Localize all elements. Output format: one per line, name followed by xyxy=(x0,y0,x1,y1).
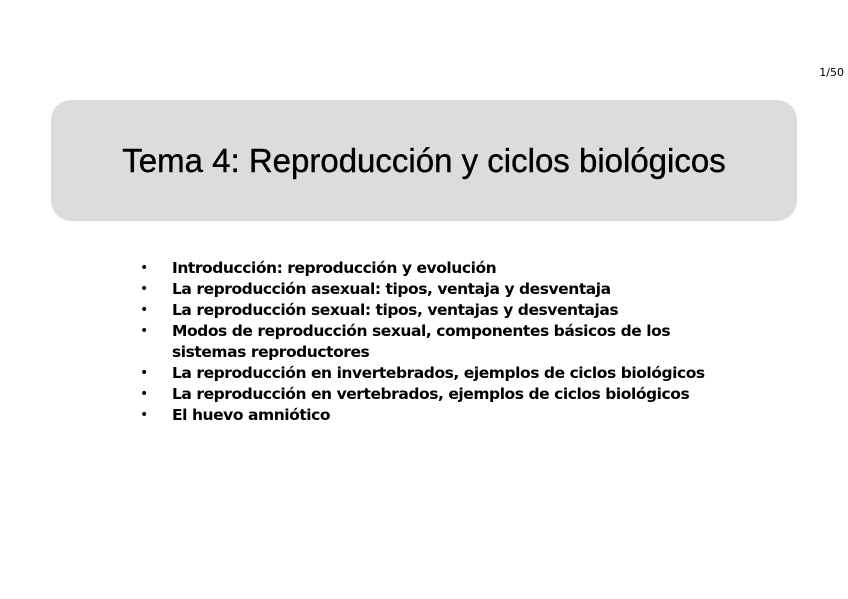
bullet-item xyxy=(140,321,720,363)
bullet-item xyxy=(140,279,720,300)
bullet-text: La reproducción asexual: tipos, ventaja y desventaja xyxy=(172,280,611,298)
bullet-dot-icon: • xyxy=(140,260,148,276)
bullet-dot-icon: • xyxy=(140,323,148,339)
bullet-list xyxy=(140,258,720,426)
bullet-text: La reproducción en invertebrados, ejemplos de ciclos biológicos xyxy=(172,364,705,382)
bullet-text: Modos de reproducción sexual, componentes básicos de los sistemas reproductores xyxy=(172,322,671,361)
bullet-item xyxy=(140,363,720,384)
bullet-dot-icon: • xyxy=(140,302,148,318)
bullet-text: Introducción: reproducción y evolución xyxy=(172,259,497,277)
title-box xyxy=(51,100,797,221)
bullet-text: El huevo amniótico xyxy=(172,406,331,424)
bullet-item xyxy=(140,258,720,279)
bullet-text: La reproducción sexual: tipos, ventajas y desventajas xyxy=(172,301,619,319)
bullet-dot-icon: • xyxy=(140,365,148,381)
slide-title: Tema 4: Reproducción y ciclos biológicos xyxy=(122,141,726,179)
bullet-item xyxy=(140,384,720,405)
bullet-dot-icon: • xyxy=(140,281,148,297)
bullet-item xyxy=(140,300,720,321)
page-counter: 1/50 xyxy=(819,66,844,79)
bullet-dot-icon: • xyxy=(140,386,148,402)
bullet-text: La reproducción en vertebrados, ejemplos de ciclos biológicos xyxy=(172,385,690,403)
bullet-item xyxy=(140,405,720,426)
bullet-dot-icon: • xyxy=(140,407,148,423)
